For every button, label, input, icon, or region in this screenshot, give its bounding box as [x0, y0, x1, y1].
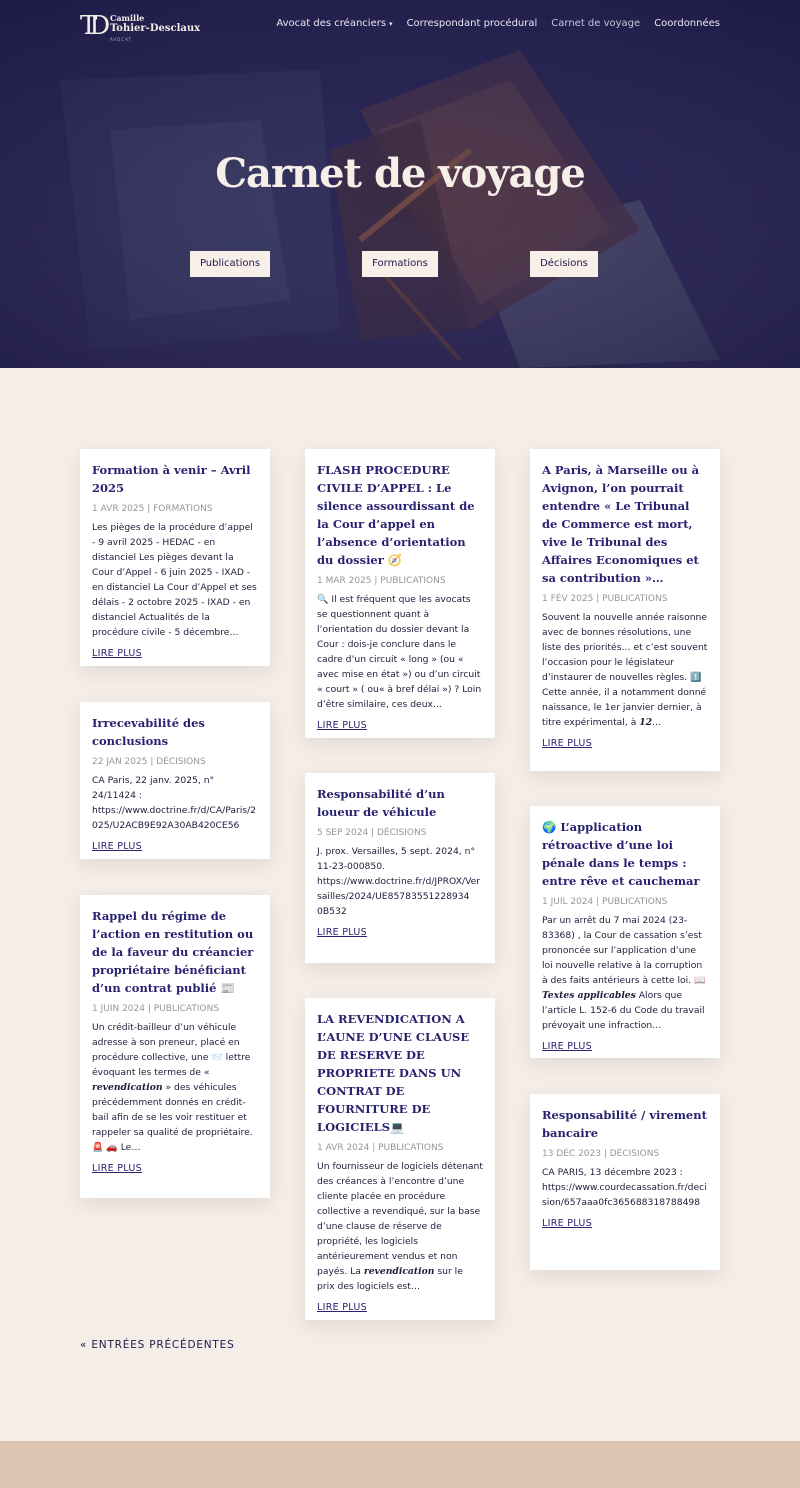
publications-button[interactable]: Publications — [190, 251, 270, 277]
read-more-link[interactable]: LIRE PLUS — [92, 841, 142, 852]
excerpt-text: » des véhicules précédemment donnés en crédit-bail afin de se les voir restituer et rappeler sa qualité de propriétaire. 🚨 🚗 Le… — [92, 1082, 253, 1153]
read-more-link[interactable]: LIRE PLUS — [542, 1041, 592, 1052]
post-card — [80, 702, 270, 859]
post-title[interactable]: A Paris, à Marseille ou à Avignon, l’on pourrait entendre « Le Tribunal de Commerce est mort, vive le Tribunal des Affaires Economiques et sa contribution »… — [542, 463, 700, 585]
excerpt-emphasis: 12 — [639, 717, 653, 728]
post-meta: 5 SEP 2024 | DÉCISIONS — [317, 828, 427, 838]
post-card — [80, 895, 270, 1198]
page-title: Carnet de voyage — [215, 150, 585, 197]
menu-item-correspondant-procedural[interactable]: Correspondant procédural — [406, 18, 538, 29]
footer — [0, 1441, 800, 1488]
post-category[interactable]: PUBLICATIONS — [380, 576, 446, 586]
read-more-link[interactable]: LIRE PLUS — [317, 927, 367, 938]
post-excerpt — [542, 610, 708, 730]
post-category[interactable]: DÉCISIONS — [376, 828, 427, 838]
post-card — [530, 806, 720, 1058]
post-date: 1 AVR 2025 — [92, 504, 145, 514]
post-category[interactable]: PUBLICATIONS — [378, 1143, 444, 1153]
menu-item-carnet-de-voyage[interactable]: Carnet de voyage — [551, 18, 641, 29]
post-card — [305, 773, 495, 963]
post-title[interactable]: 🌍 L’application rétroactive d’une loi pénale dans le temps : entre rêve et cauchemar — [542, 820, 700, 888]
post-card — [530, 1094, 720, 1270]
post-category[interactable]: PUBLICATIONS — [153, 1004, 220, 1014]
excerpt-text: Un crédit-bailleur d’un véhicule adresse à son preneur, placé en procédure collective, une 📨 lettre évoquant les termes de « — [92, 1022, 251, 1078]
post-meta: 22 JAN 2025 | DÉCISIONS — [92, 757, 206, 767]
excerpt-text: Souvent la nouvelle année raisonne avec de bonnes résolutions, une liste des priorités… et c’est souvent l’occasion pour le législateur d’instaurer de nouvelles règles. 1️⃣ Cette année, il a notamment donné naissance, le 1er janvier dernier, à titre expérimental, à — [542, 612, 708, 728]
excerpt-text: Par un arrêt du 7 mai 2024 (23-83368) , la Cour de cassation s’est prononcée sur l’application d’une loi nouvelle relative à la corruption à des faits antérieurs à cette loi. 📖 — [542, 915, 706, 986]
post-card — [80, 449, 270, 666]
post-meta: 1 JUIN 2024 | PUBLICATIONS — [92, 1004, 220, 1014]
excerpt-emphasis: revendication — [363, 1266, 435, 1277]
menu-item-avocat-des-creanciers[interactable] — [276, 18, 392, 29]
read-more-link[interactable]: LIRE PLUS — [317, 1302, 367, 1313]
post-date: 1 MAR 2025 — [317, 576, 372, 586]
post-category[interactable]: FORMATIONS — [153, 504, 213, 514]
post-excerpt: CA PARIS, 13 décembre 2023 : https://www.courdecassation.fr/decision/657aaa0fc365688318788498 — [542, 1167, 707, 1208]
post-meta: 1 MAR 2025 | PUBLICATIONS — [317, 576, 446, 586]
post-title[interactable]: FLASH PROCEDURE CIVILE D’APPEL : Le silence assourdissant de la Cour d’appel en l’absence d’orientation du dossier 🧭 — [317, 463, 475, 567]
post-meta: 1 AVR 2024 | PUBLICATIONS — [317, 1143, 444, 1153]
post-date: 22 JAN 2025 — [92, 757, 148, 767]
post-date: 5 SEP 2024 — [317, 828, 369, 838]
main-menu — [276, 18, 720, 29]
excerpt-text: sur le prix des logiciels est… — [317, 1266, 463, 1292]
menu-item-coordonnees[interactable]: Coordonnées — [654, 18, 720, 29]
top-navigation — [0, 0, 800, 52]
post-card — [305, 449, 495, 738]
logo-last-name: Tohier-Desclaux — [110, 23, 201, 34]
excerpt-text: … — [652, 717, 662, 728]
excerpt-text: Alors que l’article L. 152-6 du Code du travail prévoyait une infraction… — [542, 990, 705, 1031]
post-meta: 1 FÉV 2025 | PUBLICATIONS — [542, 594, 668, 604]
post-card — [530, 449, 720, 771]
excerpt-emphasis: Textes applicables — [542, 990, 636, 1001]
hero-banner — [0, 0, 800, 368]
post-excerpt — [542, 913, 708, 1033]
monogram-logo-icon: TD — [80, 11, 103, 41]
post-excerpt: 🔍 Il est fréquent que les avocats se questionnent quant à l’orientation du dossier devant la Cour : dois-je conclure dans le cadre d’un circuit « long » (ou « avec mise en état ») ou d’un circuit « court » ( ou« à bref délai ») ? Loin d’être similaire, ces deux… — [317, 594, 482, 710]
post-date: 13 DÉC 2023 — [542, 1149, 601, 1159]
post-meta: 13 DÉC 2023 | DÉCISIONS — [542, 1149, 660, 1159]
post-category[interactable]: DÉCISIONS — [609, 1149, 660, 1159]
read-more-link[interactable]: LIRE PLUS — [92, 648, 142, 659]
read-more-link[interactable]: LIRE PLUS — [317, 720, 367, 731]
menu-label: Avocat des créanciers — [276, 18, 387, 29]
excerpt-emphasis: revendication — [92, 1082, 163, 1093]
logo-tagline: AVOCAT — [110, 37, 132, 42]
chevron-down-icon: ▾ — [389, 20, 393, 28]
post-title[interactable]: LA REVENDICATION A L’AUNE D’UNE CLAUSE DE RESERVE DE PROPRIETE DANS UN CONTRAT DE FOURNITURE DE LOGICIELS💻 — [317, 1012, 470, 1134]
post-title[interactable]: Formation à venir – Avril 2025 — [92, 463, 251, 495]
post-card — [305, 998, 495, 1320]
decisions-button[interactable]: Décisions — [530, 251, 598, 277]
post-category[interactable]: PUBLICATIONS — [602, 594, 668, 604]
post-excerpt: CA Paris, 22 janv. 2025, n° 24/11424 : https://www.doctrine.fr/d/CA/Paris/2025/U2ACB9E92A30AB420CE56 — [92, 775, 257, 831]
post-excerpt — [92, 1020, 258, 1155]
post-category[interactable]: DÉCISIONS — [156, 757, 206, 767]
post-title[interactable]: Responsabilité d’un loueur de véhicule — [317, 787, 445, 819]
post-date: 1 FÉV 2025 — [542, 594, 594, 604]
post-title[interactable]: Rappel du régime de l’action en restitution ou de la faveur du créancier propriétaire bénéficiant d’un contrat publié 📰 — [92, 909, 254, 995]
post-excerpt: Les pièges de la procédure d’appel - 9 avril 2025 - HEDAC - en distanciel Les pièges devant la Cour d’Appel - 6 juin 2025 - IXAD - en distanciel La Cour d’Appel et ses délais - 2 octobre 2025 - IXAD - en distanciel Actualités de la procédure civile - 5 décembre… — [92, 522, 257, 638]
post-date: 1 JUIN 2024 — [92, 1004, 145, 1014]
post-title[interactable]: Irrecevabilité des conclusions — [92, 716, 205, 748]
post-excerpt — [317, 1159, 483, 1294]
previous-entries-link[interactable]: « ENTRÉES PRÉCÉDENTES — [80, 1339, 235, 1351]
read-more-link[interactable]: LIRE PLUS — [542, 1218, 592, 1229]
post-date: 1 AVR 2024 — [317, 1143, 370, 1153]
read-more-link[interactable]: LIRE PLUS — [542, 738, 592, 749]
post-title[interactable]: Responsabilité / virement bancaire — [542, 1108, 707, 1140]
post-excerpt: J. prox. Versailles, 5 sept. 2024, n° 11-23-000850. https://www.doctrine.fr/d/JPROX/Versailles/2024/UE85783551228934 0B532 — [317, 846, 481, 917]
post-date: 1 JUIL 2024 — [542, 897, 594, 907]
post-meta: 1 AVR 2025 | FORMATIONS — [92, 504, 213, 514]
post-meta: 1 JUIL 2024 | PUBLICATIONS — [542, 897, 668, 907]
read-more-link[interactable]: LIRE PLUS — [92, 1163, 142, 1174]
logo-first-name: Camille — [110, 13, 145, 23]
excerpt-text: Un fournisseur de logiciels détenant des créances à l’encontre d’une cliente placée en procédure collective a revendiqué, sur la base d’une clause de réserve de propriété, les logiciels antérieurement vendus et non payés. La — [317, 1161, 483, 1277]
site-logo[interactable] — [80, 10, 200, 44]
post-category[interactable]: PUBLICATIONS — [602, 897, 668, 907]
formations-button[interactable]: Formations — [362, 251, 438, 277]
